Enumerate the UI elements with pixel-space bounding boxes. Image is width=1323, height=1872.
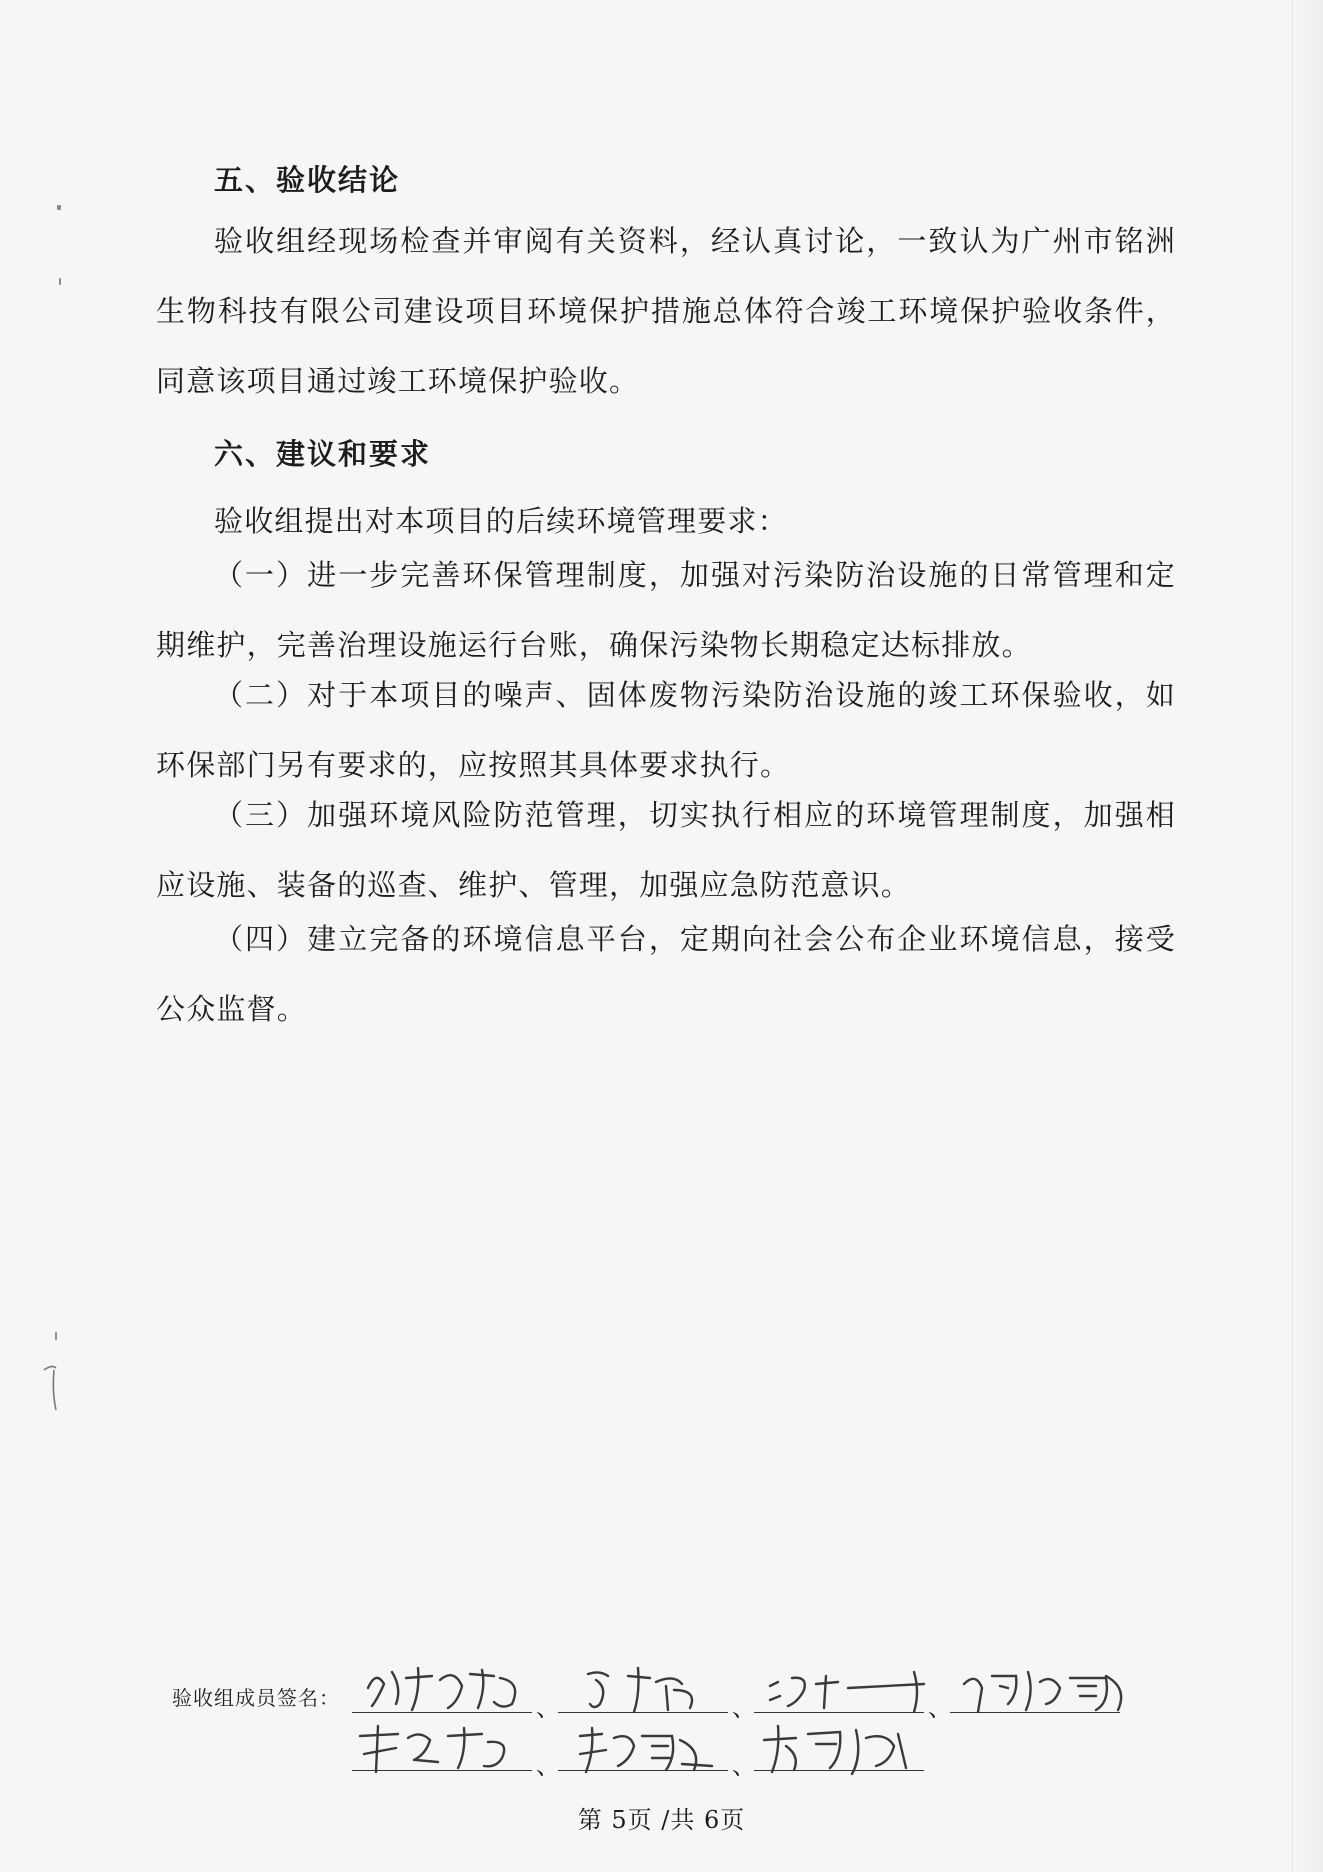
- scan-edge: [1292, 0, 1323, 1872]
- signature-separator: 、: [536, 1694, 560, 1722]
- handwritten-signature: [352, 1718, 532, 1778]
- handwritten-signature: [756, 1716, 926, 1778]
- signature-separator: 、: [732, 1752, 756, 1780]
- signature-separator: 、: [536, 1752, 560, 1780]
- requirement-item-4: （四）建立完备的环境信息平台，定期向社会公布企业环境信息，接受公众监督。: [156, 922, 1176, 1026]
- scan-mark: [40, 1362, 64, 1414]
- scan-speck: [59, 278, 61, 285]
- scan-speck: [57, 205, 61, 210]
- handwritten-signature: [578, 1660, 718, 1718]
- handwritten-signature: [956, 1658, 1136, 1718]
- requirement-item-1: （一）进一步完善环保管理制度，加强对污染防治设施的日常管理和定期维护，完善治理设施运行台账，确保污染物长期稳定达标排放。: [156, 558, 1176, 662]
- handwritten-signature: [572, 1720, 722, 1780]
- signature-separator: 、: [928, 1694, 952, 1722]
- section-5-heading: 五、验收结论: [214, 163, 401, 197]
- handwritten-signature: [362, 1658, 532, 1718]
- section-5-paragraph: 验收组经现场检查并审阅有关资料，经认真讨论，一致认为广州市铭洲生物科技有限公司建设项目环境保护措施总体符合竣工环境保护验收条件，同意该项目通过竣工环境保护验收。: [156, 224, 1176, 398]
- requirement-item-3: （三）加强环境风险防范管理，切实执行相应的环境管理制度，加强相应设施、装备的巡查、维护、管理，加强应急防范意识。: [156, 798, 1176, 902]
- scan-speck: [55, 1332, 57, 1340]
- handwritten-signature: [764, 1662, 934, 1718]
- signature-block: [0, 1650, 1323, 1790]
- signature-label: 验收组成员签名：: [172, 1686, 340, 1710]
- signature-separator: 、: [732, 1694, 756, 1722]
- section-6-intro: 验收组提出对本项目的后续环境管理要求：: [214, 504, 788, 538]
- requirement-item-2: （二）对于本项目的噪声、固体废物污染防治设施的竣工环保验收，如环保部门另有要求的，应按照其具体要求执行。: [156, 678, 1176, 782]
- section-6-heading: 六、建议和要求: [214, 437, 432, 471]
- page-number: 第 5页 /共 6页: [577, 1806, 746, 1834]
